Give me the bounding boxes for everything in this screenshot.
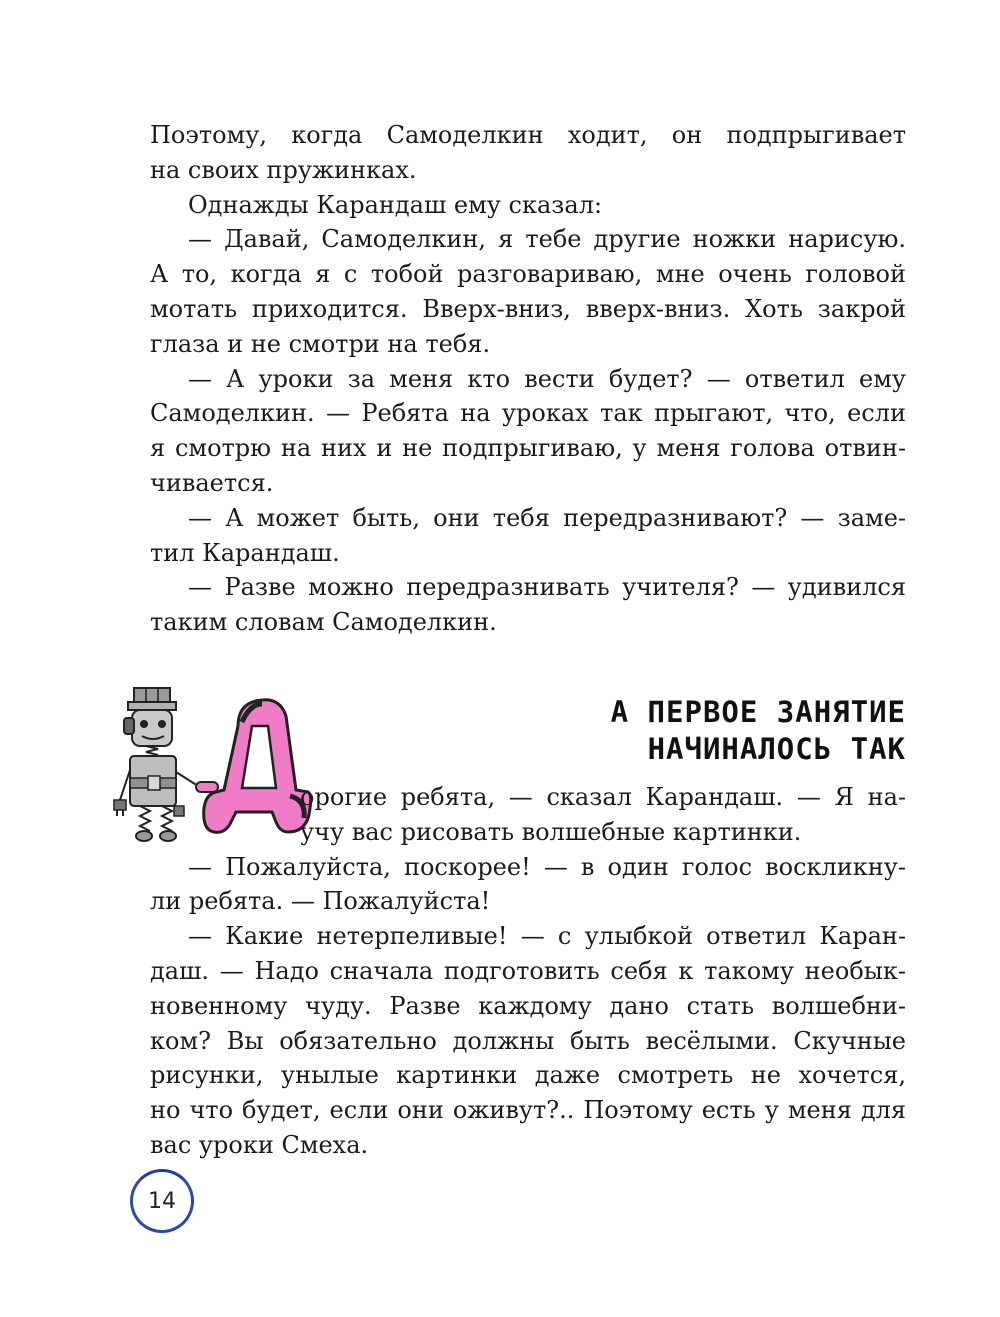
- text-line: но что будет, если они оживут?.. Поэтому есть у меня для: [150, 1096, 906, 1125]
- text-line: Поэтому, когда Самоделкин ходит, он подпрыгивает: [150, 121, 906, 149]
- text-line: я смотрю на них и не подпрыгиваю, у меня голова отвин-: [150, 434, 906, 463]
- text-line: учу вас рисовать волшебные картинки.: [300, 817, 802, 846]
- text-line: ком? Вы обязательно должны быть весёлыми. Скучные: [150, 1026, 906, 1055]
- text-line: глаза и не смотри на тебя.: [150, 329, 491, 358]
- text-line: А то, когда я с тобой разговариваю, мне очень головой: [150, 260, 906, 289]
- text-line: вас уроки Смеха.: [150, 1130, 369, 1159]
- text-line: тил Карандаш.: [150, 538, 340, 567]
- section-heading-line-2: НАЧИНАЛОСЬ ТАК: [647, 732, 906, 766]
- text-line: орогие ребята, — сказал Карандаш. — Я на-: [300, 783, 906, 811]
- text-line: на своих пружинках.: [150, 155, 417, 184]
- page-number: 14: [130, 1169, 194, 1233]
- top-paragraphs: [150, 118, 906, 640]
- text-line: чивается.: [150, 468, 274, 497]
- text-line: — Какие нетерпеливые! — с улыбкой ответил Каран-: [188, 922, 906, 951]
- text-line: мотать приходится. Вверх-вниз, вверх-вниз. Хоть закрой: [150, 294, 906, 323]
- text-line: таким словам Самоделкин.: [150, 608, 497, 637]
- text-line: — А может быть, они тебя передразнивают? — заме-: [188, 503, 906, 532]
- text-line: — Разве можно передразнивать учителя? — удивился: [188, 573, 906, 602]
- text-line: Однажды Карандаш ему сказал:: [188, 190, 603, 219]
- text-line: — А уроки за меня кто вести будет? — ответил ему: [188, 364, 906, 393]
- section-heading: [611, 694, 906, 768]
- text-line: Самоделкин. — Ребята на уроках так прыгают, что, если: [150, 399, 906, 428]
- text-line: даш. — Надо сначала подготовить себя к такому необык-: [150, 956, 906, 985]
- text-line: — Пожалуйста, поскорее! — в один голос воскликну-: [188, 852, 906, 881]
- bottom-paragraphs: [150, 780, 906, 1163]
- text-line: новенному чуду. Разве каждому дано стать волшебни-: [150, 991, 906, 1020]
- section-heading-line-1: А ПЕРВОЕ ЗАНЯТИЕ: [610, 695, 906, 729]
- text-line: ли ребята. — Пожалуйста!: [150, 887, 491, 916]
- text-line: — Давай, Самоделкин, я тебе другие ножки нарисую.: [188, 225, 906, 254]
- text-line: рисунки, унылые картинки даже смотреть не хочется,: [150, 1061, 906, 1090]
